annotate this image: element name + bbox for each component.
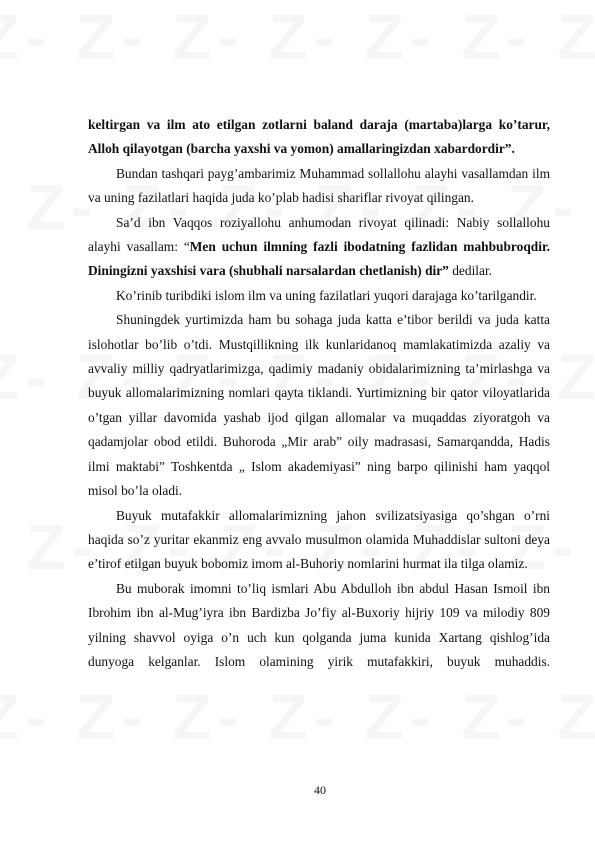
paragraph-6	[88, 504, 550, 577]
paragraph-7	[88, 577, 550, 675]
paragraph-4	[88, 284, 550, 308]
bold-text-run: Men uchun ilmning fazli ibodatning fazlidan mahbubroqdir. Diningizni yaxshisi vara (shubhali narsalardan chetlanish) dir”	[88, 239, 551, 279]
text-run: Buyuk mutafakkir allomalarimizning jahon svilizatsiyasiga qo’shgan o’rni haqida so’z yuritar ekanmiz eng avvalo musulmon olamida Muhaddislar sultoni deya e’tirof etilgan buyuk bobomiz imom al-Buhoriy nomlarini hurmat ila tilga olamiz.	[88, 507, 550, 572]
text-run: Shuningdek yurtimizda ham bu sohaga juda katta e’tibor berildi va juda katta islohotlar bo’lib o’tdi. Mustqillikning ilk kunlaridanoq mamlakatimizda azaliy va avvaliy milliy qadryatlarimizga, qadimiy madaniy obidalarimizning ta’mirlashga va buyuk allomalarimizning nomlari qayta tiklandi. Yurtimizning bir qator viloyatlarida o’tgan yillar davomida yashab ijod qilgan allomalar va muqaddas ziyoratgoh va qadamjolar obod etildi. Buhoroda „Mir arab” oily madrasasi, Samarqandda, Hadis ilmi maktabi” Toshkentda „ Islom akademiyasi” ning barpo qilinishi ham yaqqol misol bo’la oladi.	[88, 312, 550, 499]
paragraph-5	[88, 308, 550, 503]
text-run: Bundan tashqari payg’ambarimiz Muhammad sollallohu alayhi vasallamdan ilm va uning fazilatlari haqida juda ko’plab hadisi shariflar rivoyat qilingan.	[88, 165, 550, 206]
page-number: 40	[314, 783, 326, 797]
text-run: Bu muborak imomni to’liq ismlari Abu Abdulloh ibn abdul Hasan Ismoil ibn Ibrohim ibn al-Mug’iyra ibn Bardizba Jo’fiy al-Buxoriy hijriy 109 va milodiy 809 yilning shavvol oyiga o’n uch kun qolganda juma kunida Xartang qishlog’ida dunyoga kelganlar. Islom olamining yirik mutafakkiri, buyuk muhaddis.	[88, 580, 550, 669]
document-body	[88, 113, 550, 674]
watermark-row	[0, 0, 595, 74]
bold-text-run: keltirgan va ilm ato etilgan zotlarni baland daraja (martaba)larga ko’tarur, Alloh qilayotgan (barcha yaxshi va yomon) amallaringizdan xabardordir”.	[88, 117, 550, 157]
text-run: dedilar.	[448, 263, 493, 279]
text-run: Sa’d ibn Vaqqos roziyallohu anhumodan rivoyat qilinadi: Nabiy sollallohu alayhi vasallam: “	[88, 214, 550, 255]
text-run: Ko’rinib turibdiki islom ilm va uning fazilatlari yuqori darajaga ko’tarilgandir.	[116, 287, 537, 303]
paragraph-2	[88, 162, 550, 211]
paragraph-3	[88, 211, 550, 284]
paragraph-1	[88, 113, 550, 162]
watermark-row	[0, 680, 595, 754]
